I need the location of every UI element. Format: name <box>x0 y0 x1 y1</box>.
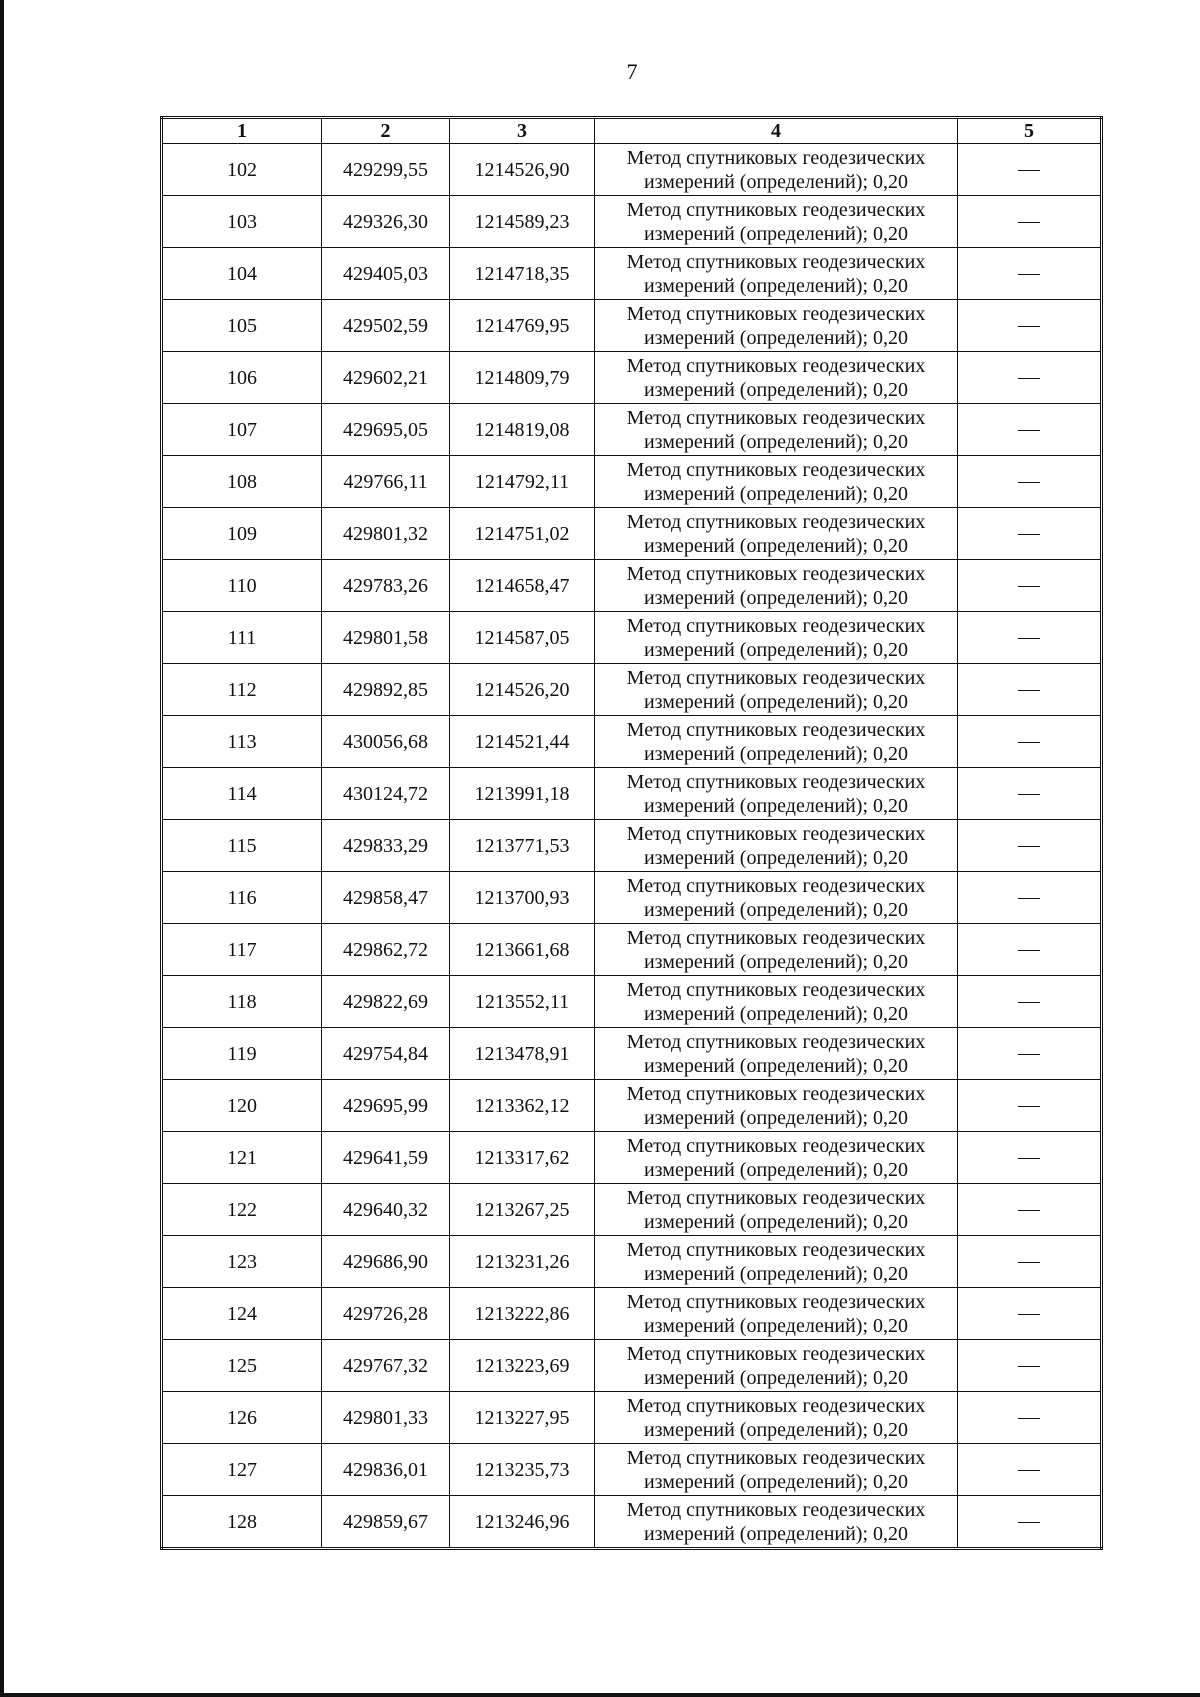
point-number-cell: 117 <box>162 924 322 976</box>
x-coordinate-cell: 429641,59 <box>322 1132 450 1184</box>
dash-mark <box>1018 586 1040 587</box>
y-coordinate-cell: 1213246,96 <box>450 1496 595 1549</box>
method-cell: Метод спутниковых геодезических измерений (определений); 0,20 <box>595 1236 958 1288</box>
page-number: 7 <box>626 59 638 84</box>
point-number-cell: 127 <box>162 1444 322 1496</box>
table-row <box>162 612 1102 664</box>
table-row <box>162 1288 1102 1340</box>
method-cell: Метод спутниковых геодезических измерений (определений); 0,20 <box>595 976 958 1028</box>
point-number-cell: 110 <box>162 560 322 612</box>
method-cell: Метод спутниковых геодезических измерений (определений); 0,20 <box>595 1340 958 1392</box>
x-coordinate-cell: 429822,69 <box>322 976 450 1028</box>
table-row <box>162 352 1102 404</box>
note-cell <box>958 820 1102 872</box>
note-cell <box>958 1080 1102 1132</box>
note-cell <box>958 768 1102 820</box>
note-cell <box>958 196 1102 248</box>
method-cell: Метод спутниковых геодезических измерений (определений); 0,20 <box>595 1288 958 1340</box>
method-cell: Метод спутниковых геодезических измерений (определений); 0,20 <box>595 924 958 976</box>
dash-mark <box>1018 1522 1040 1523</box>
y-coordinate-cell: 1213227,95 <box>450 1392 595 1444</box>
y-coordinate-cell: 1214809,79 <box>450 352 595 404</box>
point-number-cell: 123 <box>162 1236 322 1288</box>
x-coordinate-cell: 429754,84 <box>322 1028 450 1080</box>
x-coordinate-cell: 429836,01 <box>322 1444 450 1496</box>
x-coordinate-cell: 429326,30 <box>322 196 450 248</box>
method-cell: Метод спутниковых геодезических измерений (определений); 0,20 <box>595 1496 958 1549</box>
note-cell <box>958 1340 1102 1392</box>
x-coordinate-cell: 429695,99 <box>322 1080 450 1132</box>
x-coordinate-cell: 429862,72 <box>322 924 450 976</box>
method-cell: Метод спутниковых геодезических измерений (определений); 0,20 <box>595 1080 958 1132</box>
x-coordinate-cell: 429858,47 <box>322 872 450 924</box>
dash-mark <box>1018 1418 1040 1419</box>
x-coordinate-cell: 429405,03 <box>322 248 450 300</box>
note-cell <box>958 612 1102 664</box>
point-number-cell: 128 <box>162 1496 322 1549</box>
point-number-cell: 113 <box>162 716 322 768</box>
point-number-cell: 121 <box>162 1132 322 1184</box>
x-coordinate-cell: 429502,59 <box>322 300 450 352</box>
point-number-cell: 107 <box>162 404 322 456</box>
y-coordinate-cell: 1214587,05 <box>450 612 595 664</box>
y-coordinate-cell: 1213661,68 <box>450 924 595 976</box>
y-coordinate-cell: 1213223,69 <box>450 1340 595 1392</box>
dash-mark <box>1018 742 1040 743</box>
table-row <box>162 300 1102 352</box>
y-coordinate-cell: 1213267,25 <box>450 1184 595 1236</box>
dash-mark <box>1018 534 1040 535</box>
y-coordinate-cell: 1214819,08 <box>450 404 595 456</box>
table-body <box>162 144 1102 1549</box>
y-coordinate-cell: 1213771,53 <box>450 820 595 872</box>
table-row <box>162 508 1102 560</box>
method-cell: Метод спутниковых геодезических измерений (определений); 0,20 <box>595 300 958 352</box>
y-coordinate-cell: 1214526,20 <box>450 664 595 716</box>
table-row <box>162 1080 1102 1132</box>
y-coordinate-cell: 1214751,02 <box>450 508 595 560</box>
method-cell: Метод спутниковых геодезических измерений (определений); 0,20 <box>595 144 958 196</box>
note-cell <box>958 924 1102 976</box>
dash-mark <box>1018 846 1040 847</box>
table-row <box>162 1444 1102 1496</box>
note-cell <box>958 716 1102 768</box>
scan-edge-bottom <box>0 1693 1200 1697</box>
point-number-cell: 119 <box>162 1028 322 1080</box>
y-coordinate-cell: 1213478,91 <box>450 1028 595 1080</box>
note-cell <box>958 976 1102 1028</box>
note-cell <box>958 144 1102 196</box>
point-number-cell: 114 <box>162 768 322 820</box>
column-header-4: 4 <box>595 118 958 144</box>
note-cell <box>958 508 1102 560</box>
dash-mark <box>1018 898 1040 899</box>
point-number-cell: 111 <box>162 612 322 664</box>
point-number-cell: 109 <box>162 508 322 560</box>
x-coordinate-cell: 429602,21 <box>322 352 450 404</box>
method-cell: Метод спутниковых геодезических измерений (определений); 0,20 <box>595 716 958 768</box>
x-coordinate-cell: 429726,28 <box>322 1288 450 1340</box>
table-row <box>162 404 1102 456</box>
note-cell <box>958 872 1102 924</box>
point-number-cell: 124 <box>162 1288 322 1340</box>
method-cell: Метод спутниковых геодезических измерений (определений); 0,20 <box>595 352 958 404</box>
x-coordinate-cell: 430056,68 <box>322 716 450 768</box>
dash-mark <box>1018 1106 1040 1107</box>
note-cell <box>958 664 1102 716</box>
point-number-cell: 112 <box>162 664 322 716</box>
point-number-cell: 116 <box>162 872 322 924</box>
point-number-cell: 103 <box>162 196 322 248</box>
dash-mark <box>1018 1210 1040 1211</box>
dash-mark <box>1018 1002 1040 1003</box>
method-cell: Метод спутниковых геодезических измерений (определений); 0,20 <box>595 1132 958 1184</box>
dash-mark <box>1018 950 1040 951</box>
dash-mark <box>1018 1262 1040 1263</box>
point-number-cell: 115 <box>162 820 322 872</box>
point-number-cell: 122 <box>162 1184 322 1236</box>
dash-mark <box>1018 1054 1040 1055</box>
note-cell <box>958 352 1102 404</box>
method-cell: Метод спутниковых геодезических измерений (определений); 0,20 <box>595 196 958 248</box>
note-cell <box>958 560 1102 612</box>
x-coordinate-cell: 430124,72 <box>322 768 450 820</box>
dash-mark <box>1018 1470 1040 1471</box>
table-row <box>162 976 1102 1028</box>
x-coordinate-cell: 429767,32 <box>322 1340 450 1392</box>
point-number-cell: 108 <box>162 456 322 508</box>
note-cell <box>958 1496 1102 1549</box>
method-cell: Метод спутниковых геодезических измерений (определений); 0,20 <box>595 820 958 872</box>
dash-mark <box>1018 638 1040 639</box>
x-coordinate-cell: 429859,67 <box>322 1496 450 1549</box>
method-cell: Метод спутниковых геодезических измерений (определений); 0,20 <box>595 508 958 560</box>
note-cell <box>958 1288 1102 1340</box>
dash-mark <box>1018 1366 1040 1367</box>
table-row <box>162 456 1102 508</box>
x-coordinate-cell: 429801,33 <box>322 1392 450 1444</box>
y-coordinate-cell: 1214521,44 <box>450 716 595 768</box>
column-header-5: 5 <box>958 118 1102 144</box>
x-coordinate-cell: 429686,90 <box>322 1236 450 1288</box>
note-cell <box>958 1132 1102 1184</box>
table-row <box>162 1392 1102 1444</box>
point-number-cell: 125 <box>162 1340 322 1392</box>
table-row <box>162 924 1102 976</box>
method-cell: Метод спутниковых геодезических измерений (определений); 0,20 <box>595 612 958 664</box>
note-cell <box>958 248 1102 300</box>
table-row <box>162 196 1102 248</box>
table-row <box>162 560 1102 612</box>
table-row <box>162 1496 1102 1549</box>
y-coordinate-cell: 1214658,47 <box>450 560 595 612</box>
x-coordinate-cell: 429299,55 <box>322 144 450 196</box>
table-row <box>162 820 1102 872</box>
method-cell: Метод спутниковых геодезических измерений (определений); 0,20 <box>595 1028 958 1080</box>
x-coordinate-cell: 429783,26 <box>322 560 450 612</box>
note-cell <box>958 1444 1102 1496</box>
y-coordinate-cell: 1213231,26 <box>450 1236 595 1288</box>
method-cell: Метод спутниковых геодезических измерений (определений); 0,20 <box>595 1184 958 1236</box>
y-coordinate-cell: 1214718,35 <box>450 248 595 300</box>
y-coordinate-cell: 1214526,90 <box>450 144 595 196</box>
point-number-cell: 106 <box>162 352 322 404</box>
point-number-cell: 126 <box>162 1392 322 1444</box>
y-coordinate-cell: 1213700,93 <box>450 872 595 924</box>
column-header-2: 2 <box>322 118 450 144</box>
x-coordinate-cell: 429640,32 <box>322 1184 450 1236</box>
table-row <box>162 1132 1102 1184</box>
y-coordinate-cell: 1213317,62 <box>450 1132 595 1184</box>
table-row <box>162 144 1102 196</box>
method-cell: Метод спутниковых геодезических измерений (определений); 0,20 <box>595 768 958 820</box>
method-cell: Метод спутниковых геодезических измерений (определений); 0,20 <box>595 1444 958 1496</box>
method-cell: Метод спутниковых геодезических измерений (определений); 0,20 <box>595 248 958 300</box>
x-coordinate-cell: 429833,29 <box>322 820 450 872</box>
method-cell: Метод спутниковых геодезических измерений (определений); 0,20 <box>595 456 958 508</box>
note-cell <box>958 1028 1102 1080</box>
y-coordinate-cell: 1213552,11 <box>450 976 595 1028</box>
method-cell: Метод спутниковых геодезических измерений (определений); 0,20 <box>595 1392 958 1444</box>
column-header-1: 1 <box>162 118 322 144</box>
note-cell <box>958 456 1102 508</box>
dash-mark <box>1018 222 1040 223</box>
table-row <box>162 716 1102 768</box>
table-row <box>162 1340 1102 1392</box>
note-cell <box>958 1236 1102 1288</box>
dash-mark <box>1018 326 1040 327</box>
point-number-cell: 118 <box>162 976 322 1028</box>
table-row <box>162 664 1102 716</box>
y-coordinate-cell: 1213991,18 <box>450 768 595 820</box>
y-coordinate-cell: 1213235,73 <box>450 1444 595 1496</box>
note-cell <box>958 1392 1102 1444</box>
dash-mark <box>1018 378 1040 379</box>
scan-edge-left <box>0 0 4 1697</box>
point-number-cell: 104 <box>162 248 322 300</box>
y-coordinate-cell: 1213362,12 <box>450 1080 595 1132</box>
point-number-cell: 120 <box>162 1080 322 1132</box>
point-number-cell: 102 <box>162 144 322 196</box>
method-cell: Метод спутниковых геодезических измерений (определений); 0,20 <box>595 872 958 924</box>
table-row <box>162 248 1102 300</box>
y-coordinate-cell: 1214769,95 <box>450 300 595 352</box>
point-number-cell: 105 <box>162 300 322 352</box>
x-coordinate-cell: 429695,05 <box>322 404 450 456</box>
x-coordinate-cell: 429801,32 <box>322 508 450 560</box>
table-row <box>162 1236 1102 1288</box>
method-cell: Метод спутниковых геодезических измерений (определений); 0,20 <box>595 404 958 456</box>
table-row <box>162 872 1102 924</box>
note-cell <box>958 1184 1102 1236</box>
method-cell: Метод спутниковых геодезических измерений (определений); 0,20 <box>595 560 958 612</box>
coordinates-table <box>160 116 1103 1550</box>
column-header-3: 3 <box>450 118 595 144</box>
y-coordinate-cell: 1214792,11 <box>450 456 595 508</box>
table-row <box>162 1028 1102 1080</box>
dash-mark <box>1018 1314 1040 1315</box>
table-row <box>162 768 1102 820</box>
table-row <box>162 1184 1102 1236</box>
dash-mark <box>1018 430 1040 431</box>
x-coordinate-cell: 429892,85 <box>322 664 450 716</box>
note-cell <box>958 300 1102 352</box>
x-coordinate-cell: 429766,11 <box>322 456 450 508</box>
y-coordinate-cell: 1213222,86 <box>450 1288 595 1340</box>
dash-mark <box>1018 690 1040 691</box>
y-coordinate-cell: 1214589,23 <box>450 196 595 248</box>
note-cell <box>958 404 1102 456</box>
dash-mark <box>1018 274 1040 275</box>
dash-mark <box>1018 794 1040 795</box>
dash-mark <box>1018 482 1040 483</box>
x-coordinate-cell: 429801,58 <box>322 612 450 664</box>
dash-mark <box>1018 170 1040 171</box>
method-cell: Метод спутниковых геодезических измерений (определений); 0,20 <box>595 664 958 716</box>
dash-mark <box>1018 1158 1040 1159</box>
header-row <box>162 118 1102 144</box>
